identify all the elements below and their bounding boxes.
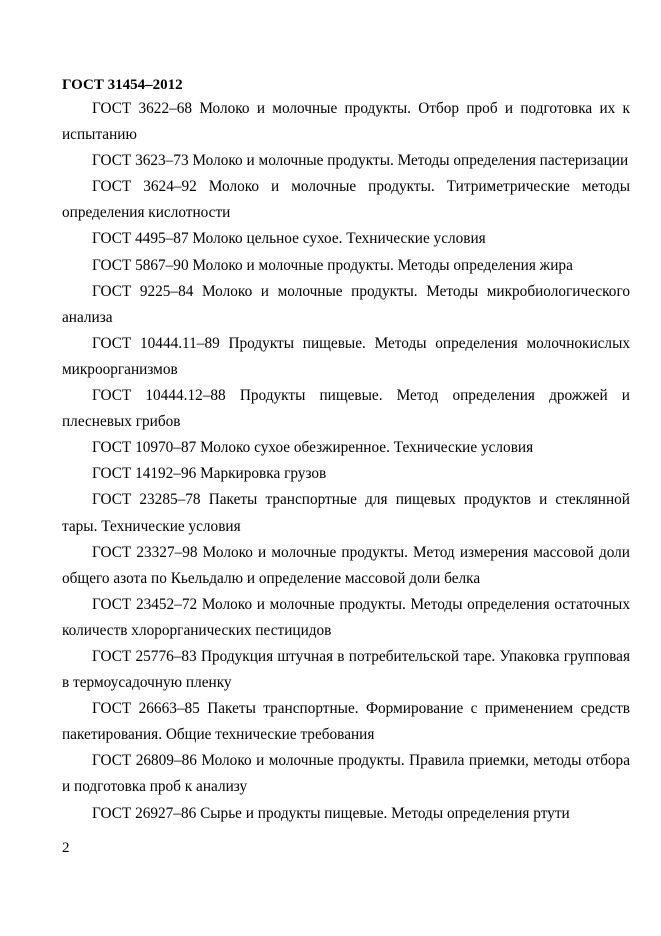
reference-item: ГОСТ 26927–86 Сырье и продукты пищевые. Методы определения ртути — [92, 804, 570, 822]
page-number: 2 — [62, 840, 70, 856]
reference-item: ГОСТ 25776–83 Продукция штучная в потребительской таре. Упаковка групповая в термоусадочную пленку — [62, 647, 630, 692]
reference-item: ГОСТ 10444.12–88 Продукты пищевые. Метод определения дрожжей и плесневых грибов — [62, 387, 630, 431]
reference-item: ГОСТ 23327–98 Молоко и молочные продукты. Метод измерения массовой доли общего азота по Кьельдалю и определение массовой доли белка — [62, 543, 630, 587]
reference-item: ГОСТ 4495–87 Молоко цельное сухое. Технические условия — [92, 230, 486, 248]
reference-item: ГОСТ 5867–90 Молоко и молочные продукты. Методы определения жира — [92, 256, 573, 274]
reference-item: ГОСТ 23285–78 Пакеты транспортные для пищевых продуктов и стеклянной тары. Технические условия — [62, 491, 630, 535]
reference-item: ГОСТ 26809–86 Молоко и молочные продукты. Правила приемки, методы отбора и подготовка проб к анализу — [62, 752, 630, 796]
reference-item: ГОСТ 10970–87 Молоко сухое обезжиренное. Технические условия — [92, 439, 534, 457]
reference-item: ГОСТ 10444.11–89 Продукты пищевые. Методы определения молочнокислых микроорганизмов — [62, 334, 630, 378]
reference-item: ГОСТ 9225–84 Молоко и молочные продукты. Методы микробиологического анализа — [62, 282, 630, 326]
document-code-header: ГОСТ 31454–2012 — [62, 77, 183, 93]
reference-item: ГОСТ 3622–68 Молоко и молочные продукты. Отбор проб и подготовка их к испытанию — [62, 100, 630, 144]
normative-references-list — [62, 96, 630, 827]
reference-item: ГОСТ 3624–92 Молоко и молочные продукты. Титриметрические методы определения кислотности — [62, 178, 630, 222]
reference-item: ГОСТ 3623–73 Молоко и молочные продукты. Методы определения пастеризации — [92, 152, 629, 170]
reference-item: ГОСТ 26663–85 Пакеты транспортные. Формирование с применением средств пакетирования. Общие технические требования — [62, 700, 630, 744]
reference-item: ГОСТ 14192–96 Маркировка грузов — [92, 465, 327, 483]
reference-item: ГОСТ 23452–72 Молоко и молочные продукты. Методы определения остаточных количеств хлорорганических пестицидов — [62, 595, 630, 639]
